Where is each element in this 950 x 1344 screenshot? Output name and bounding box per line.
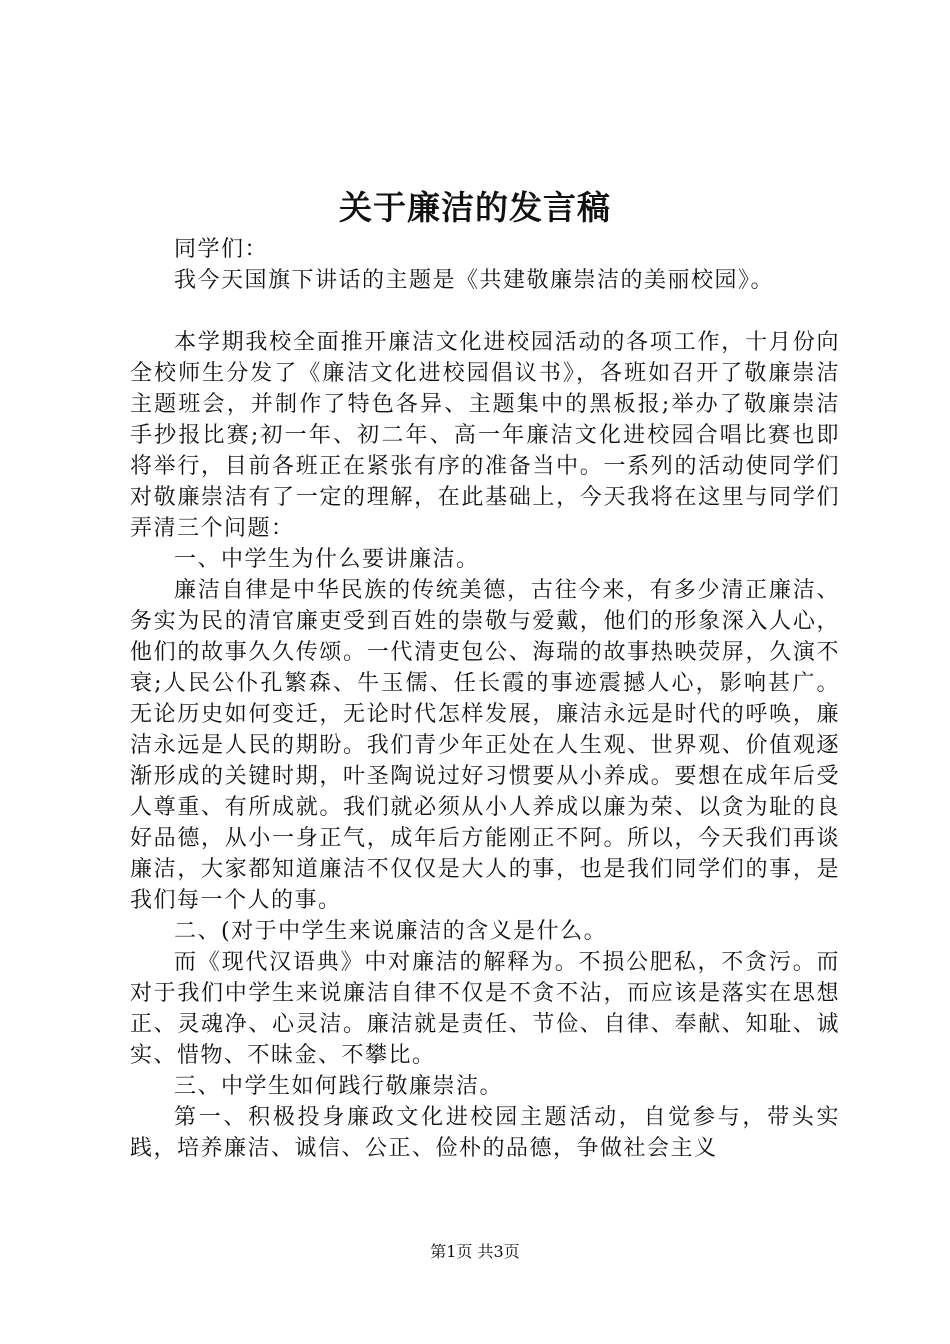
body-paragraph: 本学期我校全面推开廉洁文化进校园活动的各项工作，十月份向全校师生分发了《廉洁文化进校园倡议书》，各班如召开了敬廉崇洁主题班会，并制作了特色各异、主题集中的黑板报;举办了敬廉崇洁手抄报比赛;初一年、初二年、高一年廉洁文化进校园合唱比赛也即将举行，目前各班正在紧张有序的准备当中。一系列的活动使同学们对敬廉崇洁有了一定的理解，在此基础上，今天我将在这里与同学们弄清三个问题： (130, 330, 840, 541)
salutation: 同学们： (174, 237, 269, 262)
document-body (130, 234, 840, 1164)
section-heading: 二、(对于中学生来说廉洁的含义是什么。 (174, 919, 608, 944)
page-footer: 第1页 共3页 (430, 1242, 520, 1261)
intro-paragraph: 我今天国旗下讲话的主题是《共建敬廉崇洁的美丽校园》。 (174, 268, 775, 293)
section-heading: 一、中学生为什么要讲廉洁。 (174, 547, 480, 572)
document-title: 关于廉洁的发言稿 (339, 188, 611, 227)
section-heading: 三、中学生如何践行敬廉崇洁。 (174, 1074, 504, 1099)
body-paragraph: 廉洁自律是中华民族的传统美德，古往今来，有多少清正廉洁、务实为民的清官廉吏受到百姓的崇敬与爱戴，他们的形象深入人心，他们的故事久久传颂。一代清吏包公、海瑞的故事热映荧屏，久演不衰;人民公仆孔繁森、牛玉儒、任长霞的事迹震撼人心，影响甚广。无论历史如何变迁，无论时代怎样发展，廉洁永远是时代的呼唤，廉洁永远是人民的期盼。我们青少年正处在人生观、世界观、价值观逐渐形成的关键时期，叶圣陶说过好习惯要从小养成。要想在成年后受人尊重、有所成就。我们就必须从小人养成以廉为荣、以贪为耻的良好品德，从小一身正气，成年后方能刚正不阿。所以，今天我们再谈廉洁，大家都知道廉洁不仅仅是大人的事，也是我们同学们的事，是我们每一个人的事。 (130, 578, 840, 913)
body-paragraph: 第一、积极投身廉政文化进校园主题活动，自觉参与，带头实践，培养廉洁、诚信、公正、俭朴的品德，争做社会主义 (130, 1105, 840, 1161)
body-paragraph: 而《现代汉语典》中对廉洁的解释为。不损公肥私，不贪污。而对于我们中学生来说廉洁自律不仅是不贪不沾，而应该是落实在思想正、灵魂净、心灵洁。廉洁就是责任、节俭、自律、奉献、知耻、诚实、惜物、不昧金、不攀比。 (130, 950, 840, 1068)
